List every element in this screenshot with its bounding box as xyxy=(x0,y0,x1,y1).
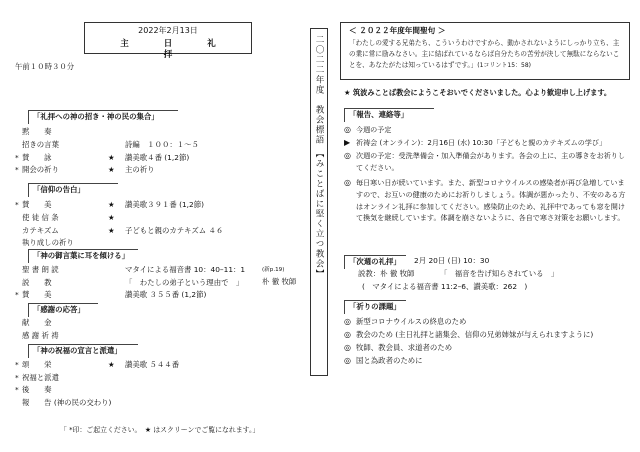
screen-star-mark: ★ xyxy=(108,360,115,369)
required-standing-mark: * xyxy=(15,372,19,382)
section-gathering-title: 「礼拝への神の招き・神の民の集合」 xyxy=(28,110,178,124)
prayer-bullet: ◎ xyxy=(344,356,351,365)
church-motto: 二〇二二年度 教会標語 【みことばに堅く立つ教会】 xyxy=(314,35,324,280)
report-item: 祈祷会 (オンライン)：2月16日 (水) 10:30「子どもと親のカテキズムの学び」 xyxy=(356,138,607,147)
section-confession-title: 「信仰の告白」 xyxy=(28,183,118,197)
prayer-item: 教会のため (主日礼拝と諸集会、信仰の兄弟姉妹が与えられますように) xyxy=(356,330,594,339)
screen-star-mark: ★ xyxy=(108,152,115,162)
liturgy-item-name: 招きの言葉 xyxy=(22,139,59,149)
prayer-bullet: ◎ xyxy=(344,343,351,352)
liturgy-item-name: 賛 詠 xyxy=(22,152,52,162)
report-item: 毎日寒い日が続いています。また、新型コロナウイルスの感染者が再び急増していますので、お互いの健康のためにお祈りしましょう。体調が悪かったり、不安のある方はオンライン礼拝に参加してください。感染防止のため、礼拝中であっても窓を開けて換気を継続しています。体調を崩さないように、各自で寒さ対策をお願いします。 xyxy=(356,178,626,223)
liturgy-item-detail: 讃美歌３９１番 (1,2節) xyxy=(125,200,204,209)
report-item: 今週の予定 xyxy=(356,125,392,134)
liturgy-item-name: 献 金 xyxy=(22,318,52,327)
liturgy-item-name: 開会の祈り xyxy=(22,165,59,175)
section-blessing-title: 「神の祝福の宣言と派遣」 xyxy=(28,344,138,358)
prayer-bullet: ◎ xyxy=(344,317,351,326)
liturgy-item-name: 後 奏 xyxy=(22,385,52,394)
screen-star-mark: ★ xyxy=(108,212,115,222)
liturgy-item-detail: 子どもと親のカテキズム ４６ xyxy=(125,225,224,235)
liturgy-item-name: 使 徒 信 条 xyxy=(22,212,59,222)
scripture-page: (新p.19) xyxy=(262,267,285,273)
service-date: 2022年2月13日 xyxy=(138,26,198,35)
year-verse-title: ＜ ２０２２年度年間聖句 ＞ xyxy=(349,26,446,35)
required-standing-mark: * xyxy=(15,290,19,299)
report-bullet: ◎ xyxy=(344,178,351,187)
prayer-bullet: ◎ xyxy=(344,330,351,339)
year-verse-box xyxy=(340,22,630,80)
required-standing-mark: * xyxy=(15,165,19,175)
liturgy-item-name: カテキズム xyxy=(22,225,59,235)
screen-star-mark: ★ xyxy=(108,165,115,175)
liturgy-item-name: 賛 美 xyxy=(22,290,52,299)
liturgy-item-name: 説 教 xyxy=(22,277,52,287)
report-bullet: ▶ xyxy=(344,138,351,147)
liturgy-item-name: 賛 美 xyxy=(22,200,52,209)
required-standing-mark: * xyxy=(15,152,19,162)
liturgy-item-detail: 主の祈り xyxy=(125,165,155,175)
liturgy-item-detail: マタイによる福音書 10：40–11：1 xyxy=(125,265,246,274)
year-verse-ref: (1コリント15：58) xyxy=(477,62,532,69)
report-bullet: ◎ xyxy=(344,125,351,134)
required-standing-mark: * xyxy=(15,200,19,209)
reports-title: 「報告、連絡等」 xyxy=(344,108,434,122)
next-service-sermon: 「 福音を告げ知らされている 」 xyxy=(440,269,559,278)
liturgy-item-name: 頌 栄 xyxy=(22,360,52,369)
date-title-box xyxy=(84,22,252,60)
liturgy-item-name: 黙 奏 xyxy=(22,127,52,136)
report-bullet: ◎ xyxy=(344,151,351,160)
liturgy-item-name: 報 告 (神の民の交わり) xyxy=(22,397,112,407)
required-standing-mark: * xyxy=(15,360,19,369)
liturgy-item-detail: 讃美歌 ３５５番 (1,2節) xyxy=(125,290,207,299)
report-item: 次週の予定：受洗準備会・加入準備会があります。各会の上に、主の導きをお祈りしてください。 xyxy=(356,151,625,172)
year-verse-text xyxy=(349,38,625,71)
liturgy-item-detail: 詩編 １００：１～５ xyxy=(125,139,199,149)
prayer-title: 「祈りの課題」 xyxy=(344,300,406,314)
preacher-name: 朴 徹 牧師 xyxy=(262,277,297,286)
prayer-item: 国と為政者のために xyxy=(356,356,423,365)
liturgy-item-detail: 讃美歌 ５４４番 xyxy=(125,360,180,369)
next-service-preacher: 説教：朴 徹 牧師 xyxy=(358,269,415,278)
welcome-message: ★ 筑波みことば教会にようこそおいでくださいました。心より歓迎申し上げます。 xyxy=(344,88,612,97)
screen-star-mark: ★ xyxy=(108,200,115,209)
section-thanks-title: 「感謝の応答」 xyxy=(28,303,98,317)
liturgy-item-name: 聖 書 朗 読 xyxy=(22,265,59,274)
next-service-title: 「次週の礼拝」 xyxy=(344,255,406,269)
footnote: 「 *印：ご起立ください。 ★ はスクリーンでご覧になれます。」 xyxy=(60,426,260,434)
next-service-details: ( マタイによる福音書 11:2–6、讃美歌：262 ) xyxy=(362,282,528,291)
year-verse-body: 「わたしの愛する兄弟たち、こういうわけですから、動かされないようにしっかり立ち、主の業に常に励みなさい。主に結ばれているならば自分たちの苦労が決して無駄にならないことを、あなたがたは知っているはずです。」 xyxy=(349,39,620,69)
liturgy-item-name: 祝福と派遣 xyxy=(22,372,59,382)
prayer-item: 新型コロナウイルスの終息のため xyxy=(356,317,467,326)
service-time: 午前１０時３０分 xyxy=(15,62,75,71)
liturgy-item-detail: 讃美歌４番 (1,2節) xyxy=(125,152,190,162)
service-title: 主 日 礼 拝 xyxy=(120,39,232,60)
screen-star-mark: ★ xyxy=(108,225,115,235)
church-motto-box xyxy=(310,28,328,376)
liturgy-item-name: 執り成しの祈り xyxy=(22,238,74,248)
section-word-title: 「神の御言葉に耳を傾ける」 xyxy=(28,249,138,263)
liturgy-item-detail: 「 わたしの弟子という理由で 」 xyxy=(125,277,244,287)
liturgy-item-name: 感 謝 祈 祷 xyxy=(22,330,59,340)
prayer-item: 牧師、教会員、求道者のため xyxy=(356,343,453,352)
next-service-datetime: 2月 20日 (日) 10：30 xyxy=(414,256,490,265)
required-standing-mark: * xyxy=(15,385,19,394)
